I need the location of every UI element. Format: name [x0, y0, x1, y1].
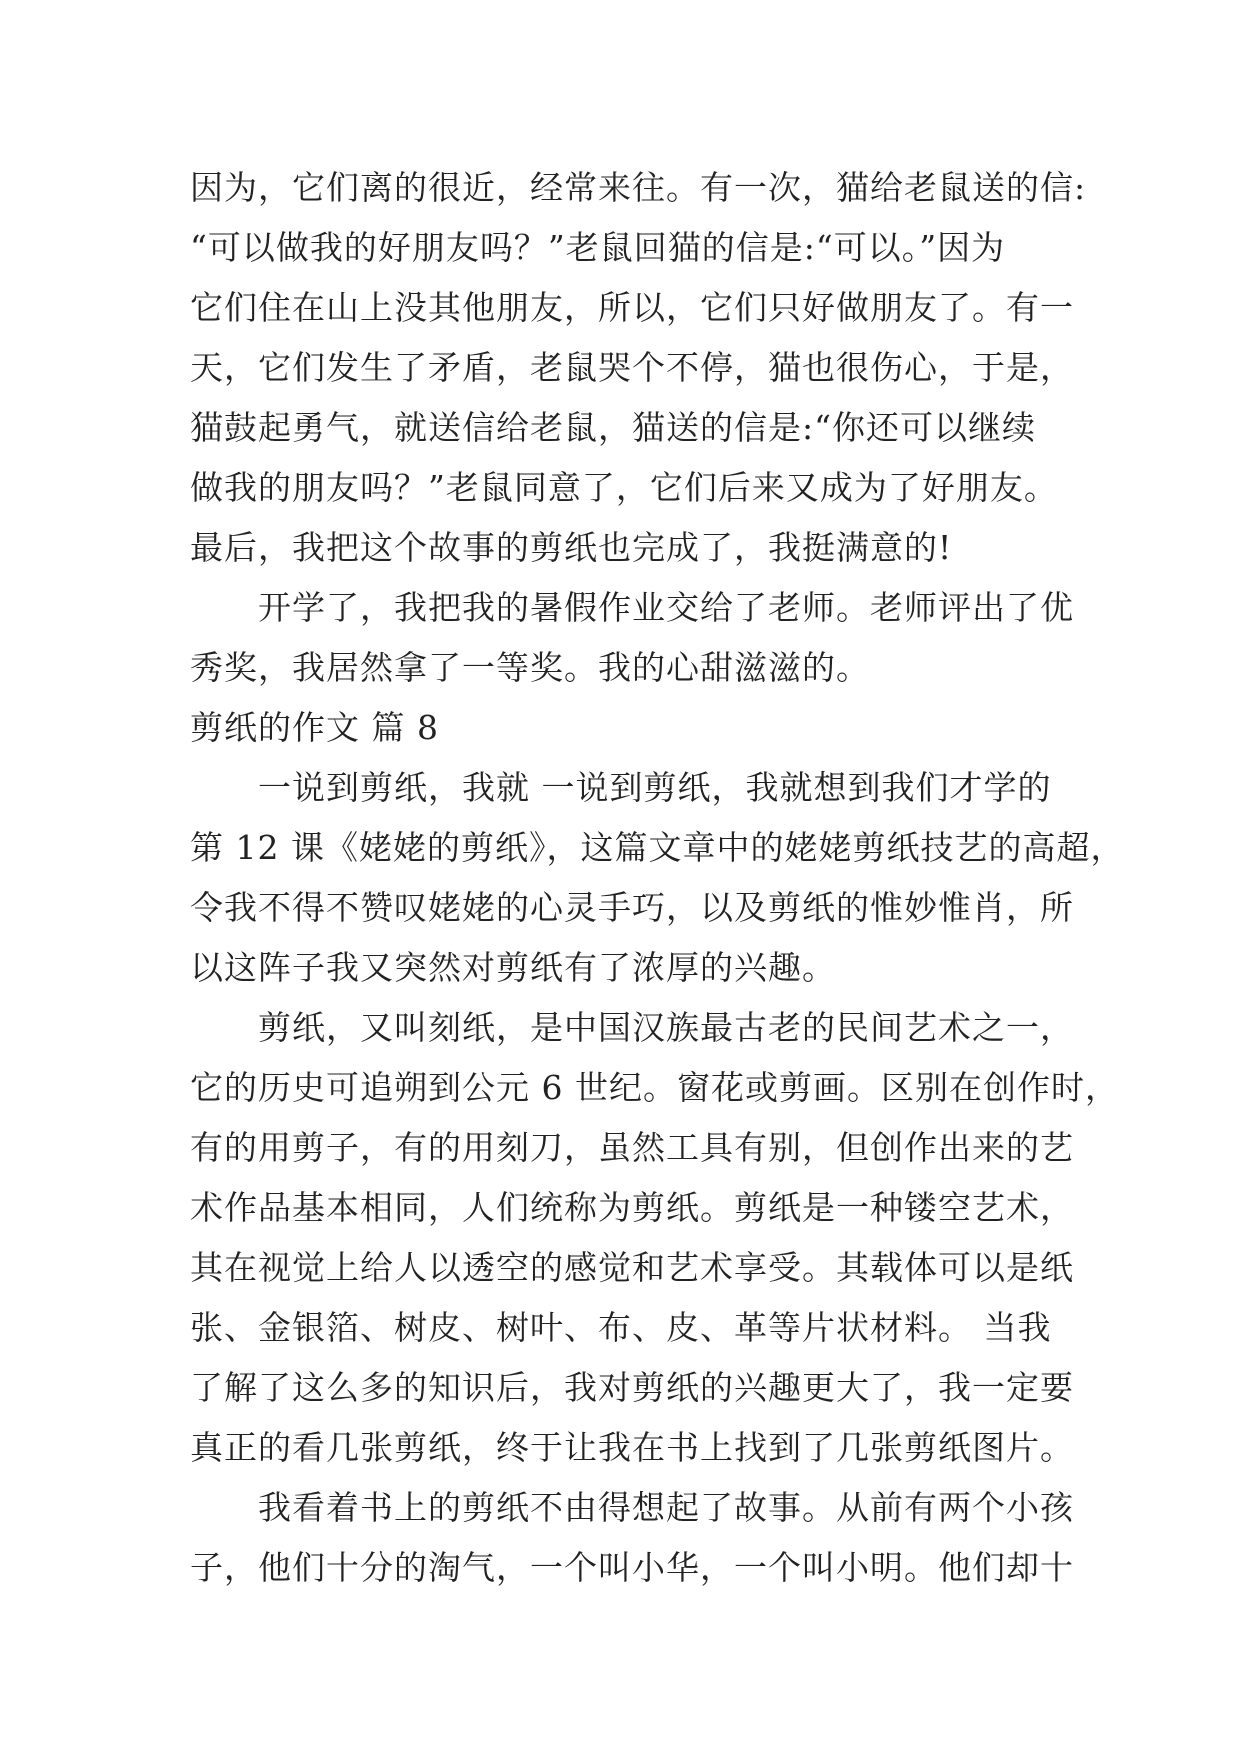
text-line: 张、金银箔、树皮、树叶、布、皮、革等片状材料。 当我	[190, 1308, 1052, 1347]
text-line: 因为，它们离的很近，经常来往。有一次，猫给老鼠送的信:	[190, 168, 1087, 207]
text-line: 开学了，我把我的暑假作业交给了老师。老师评出了优	[190, 588, 1074, 627]
text-line: 一说到剪纸，我就 一说到剪纸，我就想到我们才学的	[190, 768, 1052, 807]
text-line: 它的历史可追朔到公元 6 世纪。窗花或剪画。区别在创作时，	[190, 1068, 1119, 1107]
text-line: 术作品基本相同，人们统称为剪纸。剪纸是一种镂空艺术，	[190, 1188, 1074, 1227]
text-line: 以这阵子我又突然对剪纸有了浓厚的兴趣。	[190, 948, 836, 987]
text-line: 剪纸，又叫刻纸，是中国汉族最古老的民间艺术之一，	[190, 1008, 1074, 1047]
text-line: 最后，我把这个故事的剪纸也完成了，我挺满意的!	[190, 528, 953, 567]
document-body	[190, 158, 1125, 1598]
text-line: 第 12 课《姥姥的剪纸》，这篇文章中的姥姥剪纸技艺的高超，	[190, 828, 1125, 867]
text-line: 了解了这么多的知识后，我对剪纸的兴趣更大了，我一定要	[190, 1368, 1074, 1407]
text-line: 天，它们发生了矛盾，老鼠哭个不停，猫也很伤心，于是，	[190, 348, 1074, 387]
text-line: 有的用剪子，有的用刻刀，虽然工具有别，但创作出来的艺	[190, 1128, 1074, 1167]
text-line: 真正的看几张剪纸，终于让我在书上找到了几张剪纸图片。	[190, 1428, 1074, 1467]
text-line: 秀奖，我居然拿了一等奖。我的心甜滋滋的。	[190, 648, 870, 687]
text-line: 做我的朋友吗？”老鼠同意了，它们后来又成为了好朋友。	[190, 468, 1058, 507]
text-line: 它们住在山上没其他朋友，所以，它们只好做朋友了。有一	[190, 288, 1074, 327]
section-heading: 剪纸的作文 篇 8	[190, 708, 439, 747]
text-line: 子，他们十分的淘气，一个叫小华，一个叫小明。他们却十	[190, 1548, 1074, 1587]
text-line: 猫鼓起勇气，就送信给老鼠，猫送的信是:“你还可以继续	[190, 408, 1036, 447]
text-line: “可以做我的好朋友吗？”老鼠回猫的信是:“可以。”因为	[190, 228, 1006, 267]
text-line: 令我不得不赞叹姥姥的心灵手巧，以及剪纸的惟妙惟肖，所	[190, 888, 1074, 927]
text-line: 我看着书上的剪纸不由得想起了故事。从前有两个小孩	[190, 1488, 1074, 1527]
text-line: 其在视觉上给人以透空的感觉和艺术享受。其载体可以是纸	[190, 1248, 1074, 1287]
